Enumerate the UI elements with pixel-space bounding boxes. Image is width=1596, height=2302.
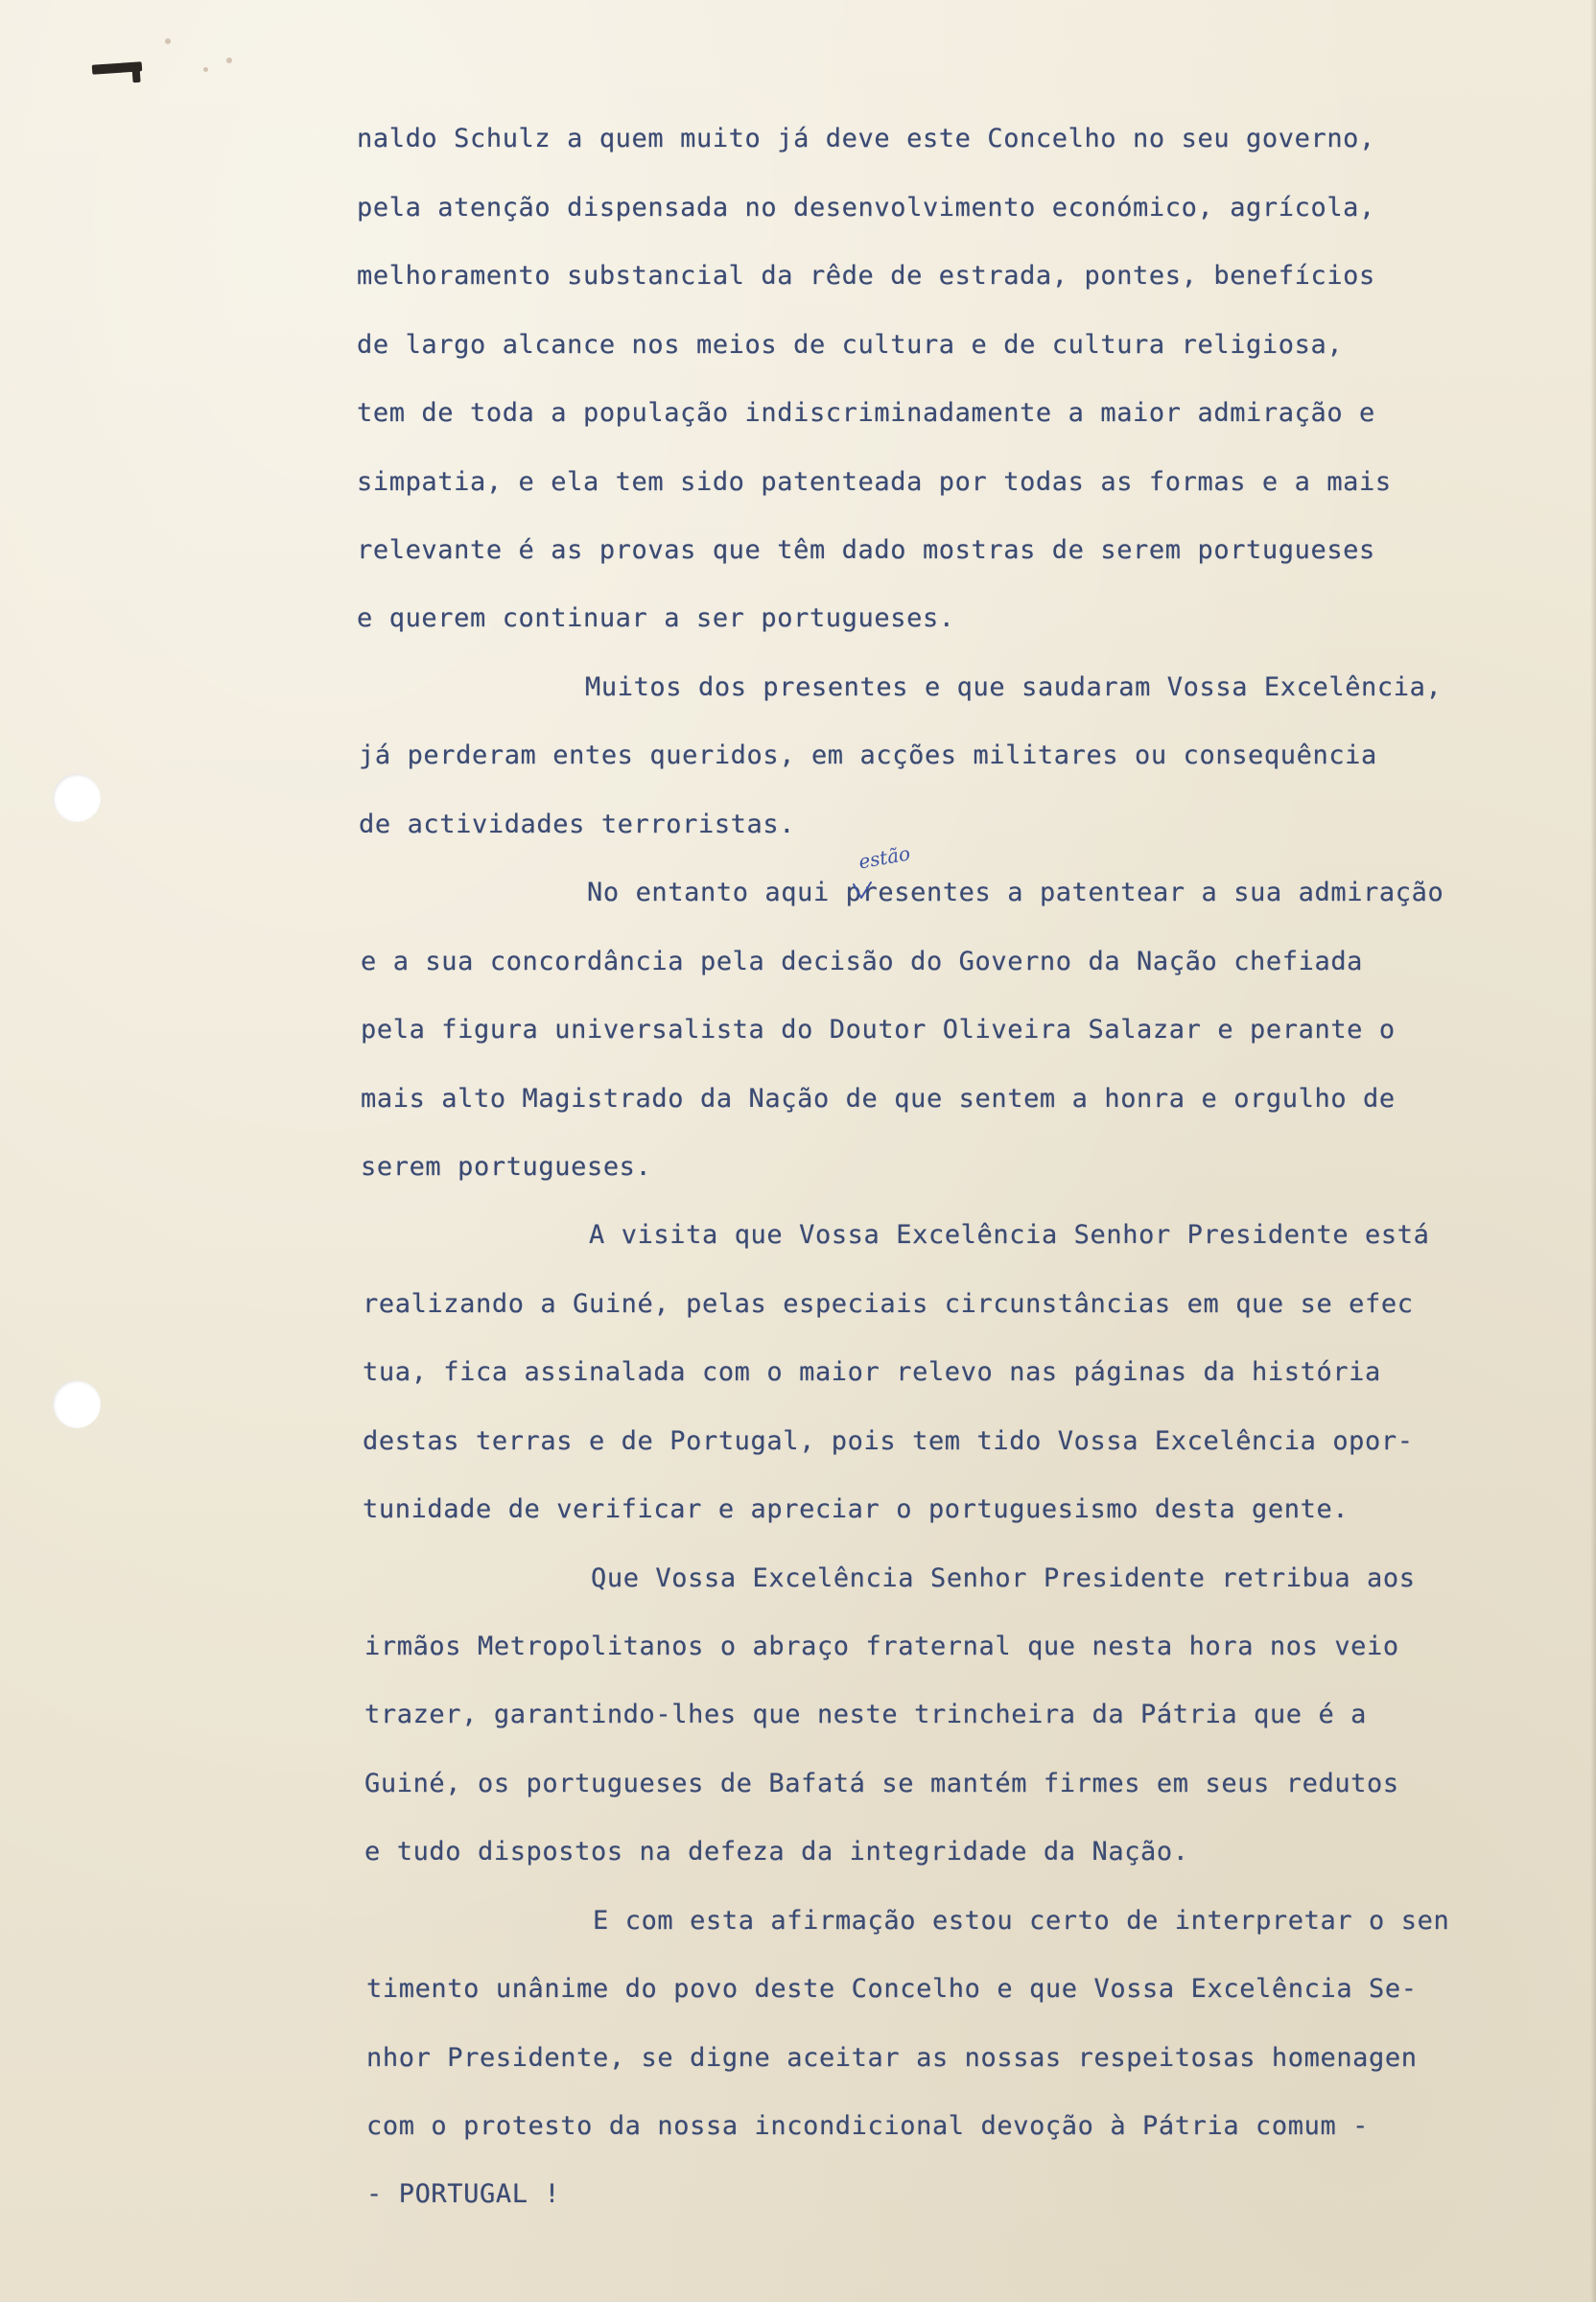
text-line: tunidade de verificar e apreciar o portuguesismo desta gente. — [363, 1494, 1350, 1524]
text-line: irmãos Metropolitanos o abraço fraternal que nesta hora nos veio — [364, 1632, 1399, 1661]
text-line: Que Vossa Excelência Senhor Presidente retribua aos — [591, 1563, 1416, 1593]
text-line: tem de toda a população indiscriminadamente a maior admiração e — [357, 398, 1375, 428]
text-line: realizando a Guiné, pelas especiais circunstâncias em que se efec — [363, 1289, 1414, 1319]
text-line: pela atenção dispensada no desenvolvimento económico, agrícola, — [357, 193, 1375, 223]
text-line: e querem continuar a ser portugueses. — [357, 603, 955, 633]
handwritten-insertion: estão — [857, 841, 912, 874]
text-line: E com esta afirmação estou certo de interpretar o sen — [593, 1906, 1450, 1936]
text-line: pela figura universalista do Doutor Oliveira Salazar e perante o — [361, 1015, 1396, 1045]
text-line: naldo Schulz a quem muito já deve este Concelho no seu governo, — [357, 124, 1375, 153]
text-line: melhoramento substancial da rêde de estrada, pontes, benefícios — [357, 261, 1375, 291]
text-line: relevante é as provas que têm dado mostras de serem portugueses — [357, 535, 1375, 565]
text-line: A visita que Vossa Excelência Senhor Presidente está — [589, 1220, 1430, 1250]
insertion-caret-icon — [852, 881, 873, 900]
text-line: No entanto aqui presentes a patentear a sua admiração — [587, 878, 1444, 907]
text-line: já perderam entes queridos, em acções militares ou consequência — [359, 740, 1377, 770]
text-line: Guiné, os portugueses de Bafatá se mantém firmes em seus redutos — [364, 1769, 1399, 1798]
text-line: timento unânime do povo deste Concelho e que Vossa Excelência Se- — [366, 1974, 1418, 2004]
text-line: e tudo dispostos na defeza da integridade da Nação. — [364, 1837, 1189, 1867]
text-line: e a sua concordância pela decisão do Governo da Nação chefiada — [361, 947, 1364, 976]
text-line: serem portugueses. — [361, 1152, 652, 1182]
text-line: Muitos dos presentes e que saudaram Vossa Excelência, — [585, 672, 1443, 702]
text-line: - PORTUGAL ! — [366, 2179, 561, 2209]
text-line: tua, fica assinalada com o maior relevo nas páginas da história — [363, 1357, 1381, 1387]
text-line: de actividades terroristas. — [359, 810, 796, 839]
text-line: de largo alcance nos meios de cultura e de cultura religiosa, — [357, 330, 1344, 360]
text-line: mais alto Magistrado da Nação de que sentem a honra e orgulho de — [361, 1084, 1396, 1114]
text-line: trazer, garantindo-lhes que neste trincheira da Pátria que é a — [364, 1700, 1368, 1729]
text-line: destas terras e de Portugal, pois tem tido Vossa Excelência opor- — [363, 1426, 1414, 1456]
text-line: com o protesto da nossa incondicional devoção à Pátria comum - — [366, 2111, 1370, 2141]
text-line: nhor Presidente, se digne aceitar as nossas respeitosas homenagen — [366, 2043, 1418, 2073]
text-line: simpatia, e ela tem sido patenteada por todas as formas e a mais — [357, 467, 1392, 497]
